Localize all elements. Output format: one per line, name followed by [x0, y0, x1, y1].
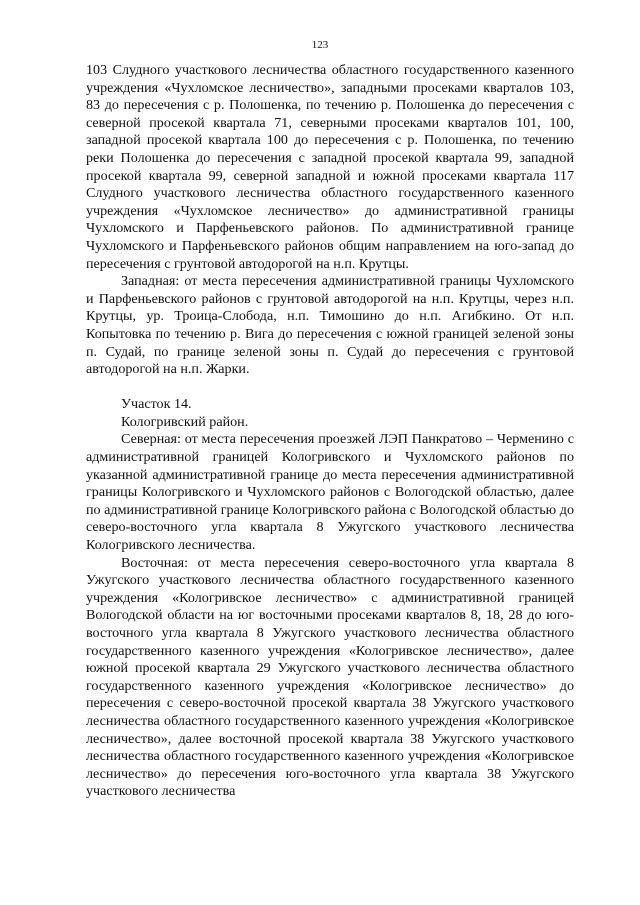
- paragraph-east-boundary: Восточная: от места пересечения северо-восточного угла квартала 8 Ужугского участкового лесничества областного государственного казенного учреждения «Кологривское лесничество» с административной границей Вологодской области на юг восточными просеками кварталов 8, 18, 28 до юго-восточного угла квартала 8 Ужугского участкового лесничества областного государственного казенного учреждения «Кологривское лесничество», далее южной просекой квартала 29 Ужугского участкового лесничества областного государственного казенного учреждения «Кологривское лесничество» до пересечения с северо-восточной просекой квартала 38 Ужугского участкового лесничества областного государственного казенного учреждения «Кологривское лесничество», далее восточной просекой квартала 38 Ужугского участкового лесничества областного государственного казенного учреждения «Кологривское лесничество» до пересечения юго-восточного угла квартала 38 Ужугского участкового лесничества: [86, 554, 574, 800]
- paragraph-spacer: [86, 379, 574, 397]
- paragraph-north-boundary: Северная: от места пересечения проезжей ЛЭП Панкратово – Черменино с административной границей Кологривского и Чухломского районов по указанной административной границе до места пересечения административной границы Кологривского и Чухломского районов с Вологодской областью, далее по административной границе Кологривского района с Вологодской областью до северо-восточного угла квартала 8 Ужугского участкового лесничества Кологривского лесничества.: [86, 431, 574, 554]
- paragraph-west-boundary: Западная: от места пересечения административной границы Чухломского и Парфеньевского районов с грунтовой автодорогой на н.п. Крутцы, через н.п. Крутцы, ур. Троица-Слобода, н.п. Тимошино до н.п. Агибкино. От н.п. Копытовка по течению р. Вига до пересечения с южной границей зеленой зоны п. Судай, по границе зеленой зоны п. Судай до пересечения с грунтовой автодорогой на н.п. Жарки.: [86, 273, 574, 378]
- paragraph-north-boundary-continued: 103 Слудного участкового лесничества областного государственного казенного учреждения «Чухломское лесничество», западными просеками кварталов 103, 83 до пересечения с р. Полошенка, по течению р. Полошенка до пересечения с северной просекой квартала 71, северными просеками кварталов 101, 100, западной просекой квартала 100 до пересечения с р. Полошенка, по течению реки Полошенка до пересечения с западной просекой квартала 99, западной просекой квартала 99, северной западной и южной просеками квартала 117 Слудного участкового лесничества областного государственного казенного учреждения «Чухломское лесничество» до административной границы Чухломского и Парфеньевского районов. По административной границе Чухломского и Парфеньевского районов общим направлением на юго-запад до пересечения с грунтовой автодорогой на н.п. Крутцы.: [86, 62, 574, 272]
- district-heading: Кологривский район.: [121, 413, 249, 430]
- document-body: [86, 62, 574, 801]
- section-heading: Участок 14.: [121, 396, 192, 413]
- page-number: 123: [311, 39, 329, 51]
